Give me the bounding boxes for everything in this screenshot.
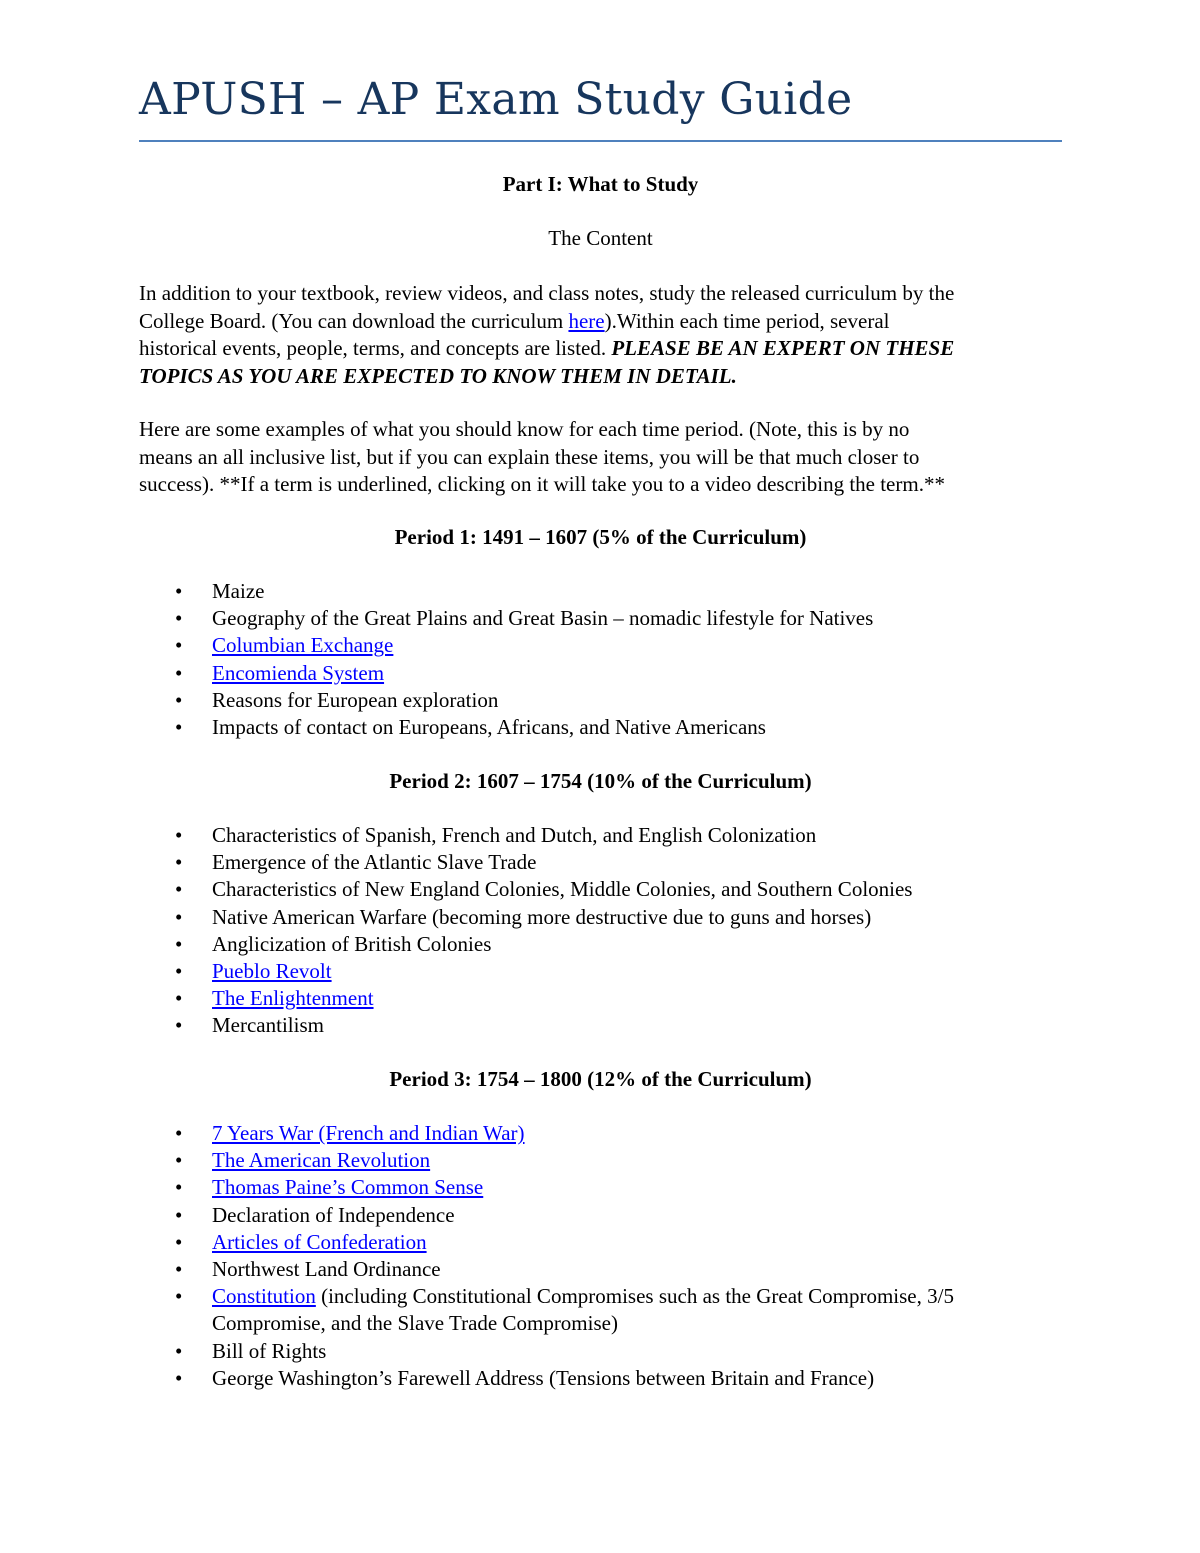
bullet-icon: •	[175, 931, 183, 956]
bullet-icon: •	[175, 1338, 183, 1363]
item-text: Anglicization of British Colonies	[212, 931, 492, 956]
expert-emphasis: PLEASE BE AN EXPERT ON THESE	[611, 336, 955, 360]
list-item	[139, 578, 1069, 605]
list-item	[139, 1120, 1069, 1147]
bullet-icon: •	[175, 1229, 183, 1254]
list-item	[139, 687, 1069, 714]
bullet-icon: •	[175, 1202, 183, 1227]
intro-line	[139, 335, 1069, 363]
curriculum-download-link[interactable]: here	[568, 308, 605, 333]
intro-paragraph	[139, 280, 1069, 390]
list-item	[139, 985, 1069, 1012]
bullet-icon: •	[175, 606, 183, 631]
list-item	[139, 714, 1069, 741]
intro-text: ).Within each time period, several	[604, 308, 890, 333]
item-text: Characteristics of Spanish, French and Dutch, and English Colonization	[212, 823, 817, 847]
intro-text: College Board. (You can download the curriculum	[139, 308, 569, 333]
list-item	[139, 1283, 1069, 1337]
bullet-icon: •	[175, 850, 183, 875]
list-item	[139, 1256, 1069, 1283]
list-item	[139, 904, 1069, 931]
bullet-icon: •	[175, 986, 183, 1011]
item-text: Northwest Land Ordinance	[212, 1256, 441, 1281]
list-item	[139, 605, 1069, 632]
examples-line: means an all inclusive list, but if you can explain these items, you will be that much closer to	[139, 444, 920, 469]
video-link-constitution[interactable]: Constitution	[212, 1284, 316, 1309]
period-3-list	[139, 1120, 1069, 1392]
bullet-icon: •	[175, 1365, 183, 1390]
part-heading: Part I: What to Study	[502, 172, 699, 196]
list-item	[139, 1147, 1069, 1174]
bullet-icon: •	[175, 1121, 183, 1145]
list-item	[139, 1338, 1069, 1365]
bullet-icon: •	[175, 1148, 183, 1173]
item-text: Impacts of contact on Europeans, Africans, and Native Americans	[212, 714, 766, 739]
item-text: Emergence of the Atlantic Slave Trade	[212, 850, 537, 875]
bullet-icon: •	[175, 660, 183, 685]
item-text: Compromise, and the Slave Trade Compromise)	[212, 1311, 618, 1336]
item-text: Bill of Rights	[212, 1338, 327, 1363]
list-item	[139, 632, 1069, 659]
item-text: Maize	[212, 579, 265, 603]
item-text: Declaration of Independence	[212, 1202, 455, 1227]
bullet-icon: •	[175, 1284, 183, 1309]
intro-line: In addition to your textbook, review videos, and class notes, study the released curriculum by the	[139, 281, 955, 305]
bullet-icon: •	[175, 823, 183, 847]
item-text: Characteristics of New England Colonies, Middle Colonies, and Southern Colonies	[212, 877, 913, 902]
period-heading: Period 3: 1754 – 1800 (12% of the Curriculum)	[389, 1067, 812, 1091]
video-link-the-enlightenment[interactable]: The Enlightenment	[212, 986, 374, 1011]
video-link-columbian-exchange[interactable]: Columbian Exchange	[212, 633, 394, 658]
content-heading: The Content	[548, 226, 653, 250]
page-title: APUSH – AP Exam Study Guide	[139, 74, 853, 125]
video-link-seven-years-war[interactable]: 7 Years War (French and Indian War)	[212, 1121, 525, 1145]
list-item	[139, 1202, 1069, 1229]
examples-paragraph	[139, 416, 1069, 499]
list-item	[139, 660, 1069, 687]
period-1-list	[139, 578, 1069, 741]
period-heading: Period 2: 1607 – 1754 (10% of the Curriculum)	[389, 769, 812, 793]
bullet-icon: •	[175, 904, 183, 929]
period-heading: Period 1: 1491 – 1607 (5% of the Curriculum)	[394, 525, 807, 549]
list-item	[139, 1229, 1069, 1256]
list-item	[139, 958, 1069, 985]
list-item	[139, 931, 1069, 958]
bullet-icon: •	[175, 877, 183, 902]
bullet-icon: •	[175, 633, 183, 658]
bullet-icon: •	[175, 687, 183, 712]
list-item	[139, 822, 1069, 849]
bullet-icon: •	[175, 1256, 183, 1281]
list-item	[139, 1365, 1069, 1392]
intro-text: historical events, people, terms, and concepts are listed.	[139, 336, 612, 360]
list-item	[139, 849, 1069, 876]
bullet-icon: •	[175, 579, 183, 603]
bullet-icon: •	[175, 1175, 183, 1200]
list-item	[139, 876, 1069, 903]
video-link-common-sense[interactable]: Thomas Paine’s Common Sense	[212, 1175, 484, 1200]
examples-line: Here are some examples of what you should know for each time period. (Note, this is by no	[139, 417, 910, 441]
video-link-encomienda-system[interactable]: Encomienda System	[212, 660, 385, 685]
video-link-pueblo-revolt[interactable]: Pueblo Revolt	[212, 958, 332, 983]
intro-line	[139, 308, 1069, 336]
item-text: Reasons for European exploration	[212, 687, 499, 712]
item-text: Mercantilism	[212, 1013, 324, 1038]
bullet-icon: •	[175, 958, 183, 983]
list-item	[139, 1174, 1069, 1201]
item-text: George Washington’s Farewell Address (Tensions between Britain and France)	[212, 1365, 875, 1390]
item-text: (including Constitutional Compromises such as the Great Compromise, 3/5	[315, 1284, 954, 1309]
bullet-icon: •	[175, 1013, 183, 1038]
item-text: Native American Warfare (becoming more destructive due to guns and horses)	[212, 904, 872, 929]
list-item	[139, 1012, 1069, 1039]
item-text: Geography of the Great Plains and Great Basin – nomadic lifestyle for Natives	[212, 606, 874, 631]
bullet-icon: •	[175, 714, 183, 739]
title-underline-rule	[139, 140, 1062, 142]
video-link-american-revolution[interactable]: The American Revolution	[212, 1148, 431, 1173]
period-2-list	[139, 822, 1069, 1040]
examples-line: success). **If a term is underlined, clicking on it will take you to a video describing the term.**	[139, 472, 945, 496]
expert-emphasis: TOPICS AS YOU ARE EXPECTED TO KNOW THEM IN DETAIL.	[139, 363, 737, 388]
video-link-articles-of-confederation[interactable]: Articles of Confederation	[212, 1229, 427, 1254]
